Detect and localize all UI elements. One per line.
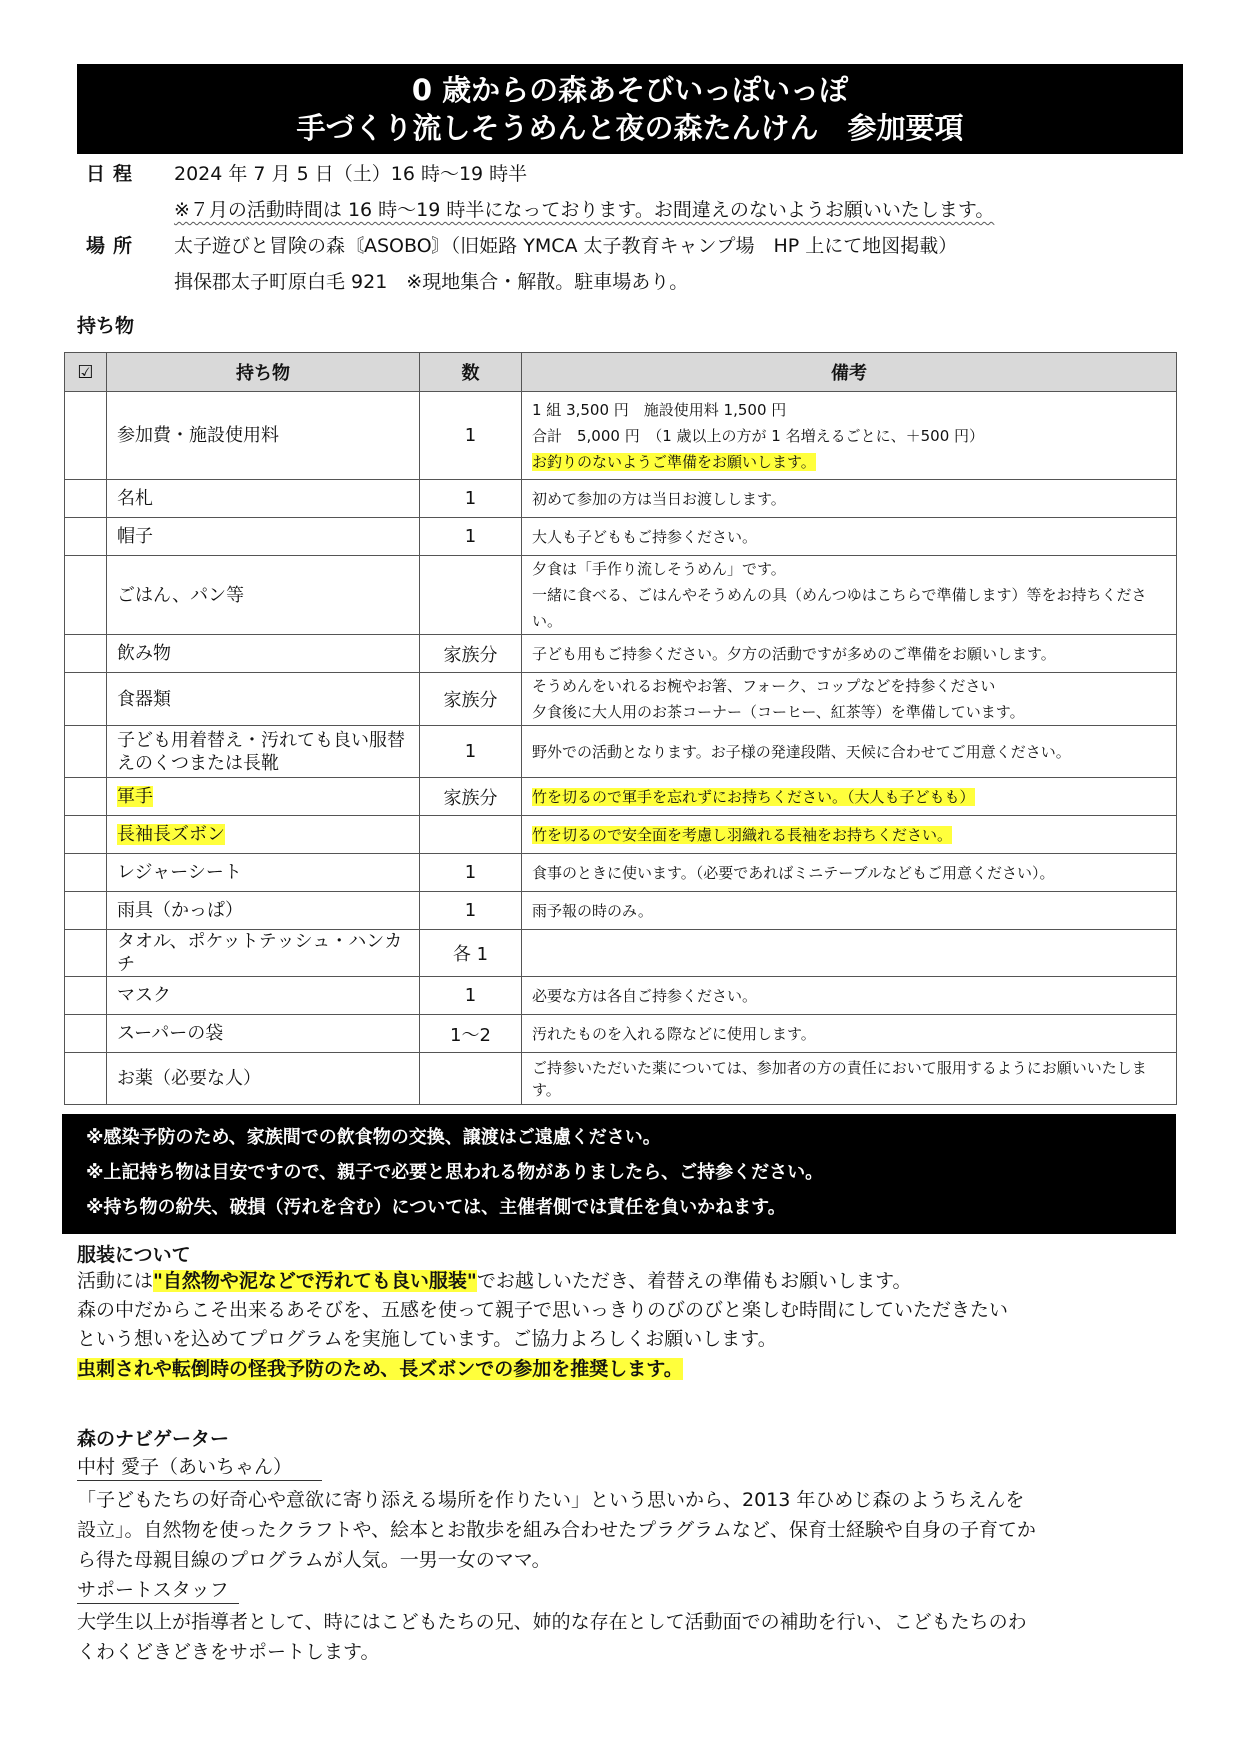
notice-line: ※上記持ち物は目安ですので、親子で必要と思われる物がありましたら、ご持参ください。 — [86, 1162, 824, 1183]
navigator-bio-1: 「子どもたちの好奇心や意欲に寄り添える場所を作りたい」という思いから、2013 年ひめじ森のようちえんを — [77, 1489, 1025, 1511]
item-note: 夕食後に大人用のお茶コーナー（コーヒー、紅茶等）を準備しています。 — [532, 703, 1025, 721]
table-row — [65, 1015, 1177, 1053]
items-table — [64, 352, 1177, 1105]
checkbox-cell[interactable] — [65, 635, 107, 673]
place-line-1: 太子遊びと冒険の森〘ASOBO〙（旧姫路 YMCA 太子教育キャンプ場 HP 上にて地図掲載） — [174, 235, 958, 257]
title-line-2: 手づくり流しそうめんと夜の森たんけん 参加要項 — [296, 111, 964, 145]
qty-header: 数 — [420, 353, 522, 392]
item-notes-cell — [522, 673, 1177, 726]
item-notes-cell — [522, 977, 1177, 1015]
item-note: 合計 5,000 円 （1 歳以上の方が 1 名増えるごとに、＋500 円） — [532, 426, 985, 445]
item-qty: 家族分 — [420, 635, 522, 673]
item-name: お薬（必要な人） — [117, 1068, 261, 1089]
item-name-cell — [107, 816, 420, 854]
item-name-cell — [107, 930, 420, 977]
item-notes-cell — [522, 518, 1177, 556]
item-qty: 各 1 — [420, 930, 522, 977]
checkbox-cell[interactable] — [65, 726, 107, 778]
item-notes-cell — [522, 392, 1177, 480]
item-name: 参加費・施設使用料 — [117, 425, 279, 446]
item-notes-cell — [522, 556, 1177, 635]
clothing-line-1: 活動には"自然物や泥などで汚れても良い服装"でお越しいただき、着替えの準備もお願いします。 — [77, 1270, 912, 1292]
item-qty — [420, 816, 522, 854]
table-row — [65, 635, 1177, 673]
table-row — [65, 816, 1177, 854]
item-name-cell — [107, 480, 420, 518]
staff-line-1: 大学生以上が指導者として、時にはこどもたちの兄、姉的な存在として活動面での補助を行い、こどもたちのわ — [77, 1611, 1027, 1633]
checkbox-cell[interactable] — [65, 892, 107, 930]
checkbox-cell[interactable] — [65, 816, 107, 854]
items-heading: 持ち物 — [77, 315, 135, 337]
checkbox-cell[interactable] — [65, 392, 107, 480]
notice-line: ※持ち物の紛失、破損（汚れを含む）については、主催者側では責任を負いかねます。 — [86, 1197, 786, 1218]
table-row — [65, 977, 1177, 1015]
item-name: 子ども用着替え・汚れても良い服替えのくつまたは長靴 — [117, 729, 405, 774]
staff-line-2: くわくどきどきをサポートします。 — [77, 1641, 380, 1663]
item-name: レジャーシート — [117, 862, 242, 883]
title-line-1: 0 歳からの森あそびいっぽいっぽ — [411, 73, 849, 107]
item-notes-cell — [522, 1015, 1177, 1053]
item-qty — [420, 556, 522, 635]
table-row — [65, 480, 1177, 518]
item-qty — [420, 1053, 522, 1105]
item-name-cell — [107, 392, 420, 480]
item-name: ごはん、パン等 — [117, 584, 245, 606]
item-notes-cell — [522, 816, 1177, 854]
staff-heading: サポートスタッフ — [77, 1576, 239, 1605]
item-qty: 1 — [420, 480, 522, 518]
item-qty: 1 — [420, 726, 522, 778]
item-name: 雨具（かっぱ） — [117, 900, 243, 921]
checkbox-cell[interactable] — [65, 673, 107, 726]
item-name-cell — [107, 892, 420, 930]
item-qty: 1 — [420, 518, 522, 556]
item-name: 飲み物 — [117, 643, 171, 664]
clothing-line-4: 虫刺されや転倒時の怪我予防のため、長ズボンでの参加を推奨します。 — [77, 1358, 683, 1380]
checkbox-cell[interactable] — [65, 518, 107, 556]
item-note: 必要な方は各自ご持参ください。 — [532, 986, 758, 1005]
item-note: 汚れたものを入れる際などに使用します。 — [532, 1024, 816, 1043]
table-row — [65, 892, 1177, 930]
item-note: 子ども用もご持参ください。夕方の活動ですが多めのご準備をお願いします。 — [532, 644, 1056, 663]
item-notes-cell — [522, 892, 1177, 930]
item-name-cell — [107, 1053, 420, 1105]
item-header: 持ち物 — [107, 353, 420, 392]
table-row — [65, 518, 1177, 556]
item-note-highlight: 竹を切るので軍手を忘れずにお持ちください。（大人も子どもも） — [532, 787, 975, 806]
place-line-2: 揖保郡太子町原白毛 921 ※現地集合・解散。駐車場あり。 — [174, 271, 689, 293]
item-notes-cell — [522, 930, 1177, 977]
checkbox-cell[interactable] — [65, 930, 107, 977]
item-name-cell — [107, 556, 420, 635]
item-notes-cell — [522, 726, 1177, 778]
item-name: 長袖長ズボン — [117, 824, 225, 845]
navigator-heading: 森のナビゲーター — [77, 1428, 230, 1450]
item-name-cell — [107, 854, 420, 892]
item-qty: 1 — [420, 892, 522, 930]
item-qty: 家族分 — [420, 673, 522, 726]
table-row — [65, 673, 1177, 726]
item-note-highlight: 竹を切るので安全面を考慮し羽織れる長袖をお持ちください。 — [532, 825, 953, 844]
item-qty: 1 — [420, 977, 522, 1015]
table-row — [65, 392, 1177, 480]
item-name: 軍手 — [117, 786, 153, 807]
item-notes-cell — [522, 635, 1177, 673]
checkbox-cell[interactable] — [65, 778, 107, 816]
navigator-name: 中村 愛子（あいちゃん） — [77, 1453, 322, 1482]
item-note: 夕食は「手作り流しそうめん」です。 — [532, 560, 786, 578]
item-name: 帽子 — [117, 526, 153, 547]
checkbox-cell[interactable] — [65, 977, 107, 1015]
title-banner — [77, 64, 1183, 154]
clothing-highlight: "自然物や泥などで汚れても良い服装" — [153, 1270, 477, 1292]
clothing-line-3: という想いを込めてプログラムを実施しています。ご協力よろしくお願いします。 — [77, 1328, 777, 1350]
place-row — [86, 232, 957, 260]
item-note: 一緒に食べる、ごはんやそうめんの具（めんつゆはこちらで準備します）等をお持ちください。 — [532, 586, 1147, 630]
checkbox-cell[interactable] — [65, 480, 107, 518]
checkbox-cell[interactable] — [65, 854, 107, 892]
checkbox-cell[interactable] — [65, 556, 107, 635]
item-name: タオル、ポケットテッシュ・ハンカチ — [117, 931, 403, 975]
item-name: スーパーの袋 — [117, 1023, 224, 1044]
item-note: ご持参いただいた薬については、参加者の方の責任において服用するようにお願いいたします。 — [532, 1058, 1147, 1099]
table-row — [65, 930, 1177, 977]
item-name-cell — [107, 518, 420, 556]
item-name-cell — [107, 726, 420, 778]
item-name: 食器類 — [117, 688, 171, 710]
item-qty: 1 — [420, 392, 522, 480]
schedule-note: ※７月の活動時間は 16 時～19 時半になっております。お間違えのないようお願いいたします。 — [174, 199, 995, 221]
item-note: 雨予報の時のみ。 — [532, 901, 653, 920]
item-qty: 1 — [420, 854, 522, 892]
schedule-row — [86, 160, 527, 188]
table-row — [65, 778, 1177, 816]
navigator-bio-2: 設立」。自然物を使ったクラフトや、絵本とお散歩を組み合わせたプラグラムなど、保育士経験や自身の子育てか — [77, 1519, 1036, 1541]
item-name: マスク — [117, 985, 171, 1006]
item-notes-cell — [522, 854, 1177, 892]
item-name-cell — [107, 778, 420, 816]
item-qty: 1～2 — [420, 1015, 522, 1053]
item-name: 名札 — [117, 488, 153, 509]
item-qty: 家族分 — [420, 778, 522, 816]
clothing-heading: 服装について — [77, 1244, 191, 1266]
item-note: 野外での活動となります。お子様の発達段階、天候に合わせてご用意ください。 — [532, 742, 1071, 761]
item-name-cell — [107, 673, 420, 726]
table-row — [65, 556, 1177, 635]
notice-line: ※感染予防のため、家族間での飲食物の交換、譲渡はご遠慮ください。 — [86, 1127, 661, 1148]
notes-header: 備考 — [522, 353, 1177, 392]
check-header: ☑ — [65, 353, 107, 392]
checkbox-cell[interactable] — [65, 1015, 107, 1053]
schedule-label: 日程 — [86, 163, 141, 185]
table-row — [65, 726, 1177, 778]
item-note-highlight: お釣りのないようご準備をお願いします。 — [532, 452, 816, 471]
schedule-value: 2024 年 7 月 5 日（土）16 時～19 時半 — [174, 163, 528, 185]
item-notes-cell — [522, 1053, 1177, 1105]
clothing-line-2: 森の中だからこそ出来るあそびを、五感を使って親子で思いっきりのびのびと楽しむ時間にしていただきたい — [77, 1299, 1009, 1321]
item-notes-cell — [522, 480, 1177, 518]
item-note: 食事のときに使います。（必要であればミニテーブルなどもご用意ください）。 — [532, 863, 1055, 882]
item-name-cell — [107, 1015, 420, 1053]
checkbox-cell[interactable] — [65, 1053, 107, 1105]
navigator-bio-3: ら得た母親目線のプログラムが人気。一男一女のママ。 — [77, 1549, 551, 1571]
item-note: そうめんをいれるお椀やお箸、フォーク、コップなどを持参ください — [532, 677, 996, 695]
table-row — [65, 1053, 1177, 1105]
notice-box — [62, 1114, 1176, 1234]
item-notes-cell — [522, 778, 1177, 816]
item-note: 1 組 3,500 円 施設使用料 1,500 円 — [532, 400, 787, 419]
table-row — [65, 854, 1177, 892]
table-header-row — [65, 353, 1177, 392]
item-name-cell — [107, 635, 420, 673]
item-note: 大人も子どももご持参ください。 — [532, 527, 758, 546]
place-label: 場所 — [86, 235, 141, 257]
item-note: 初めて参加の方は当日お渡しします。 — [532, 489, 786, 508]
item-name-cell — [107, 977, 420, 1015]
